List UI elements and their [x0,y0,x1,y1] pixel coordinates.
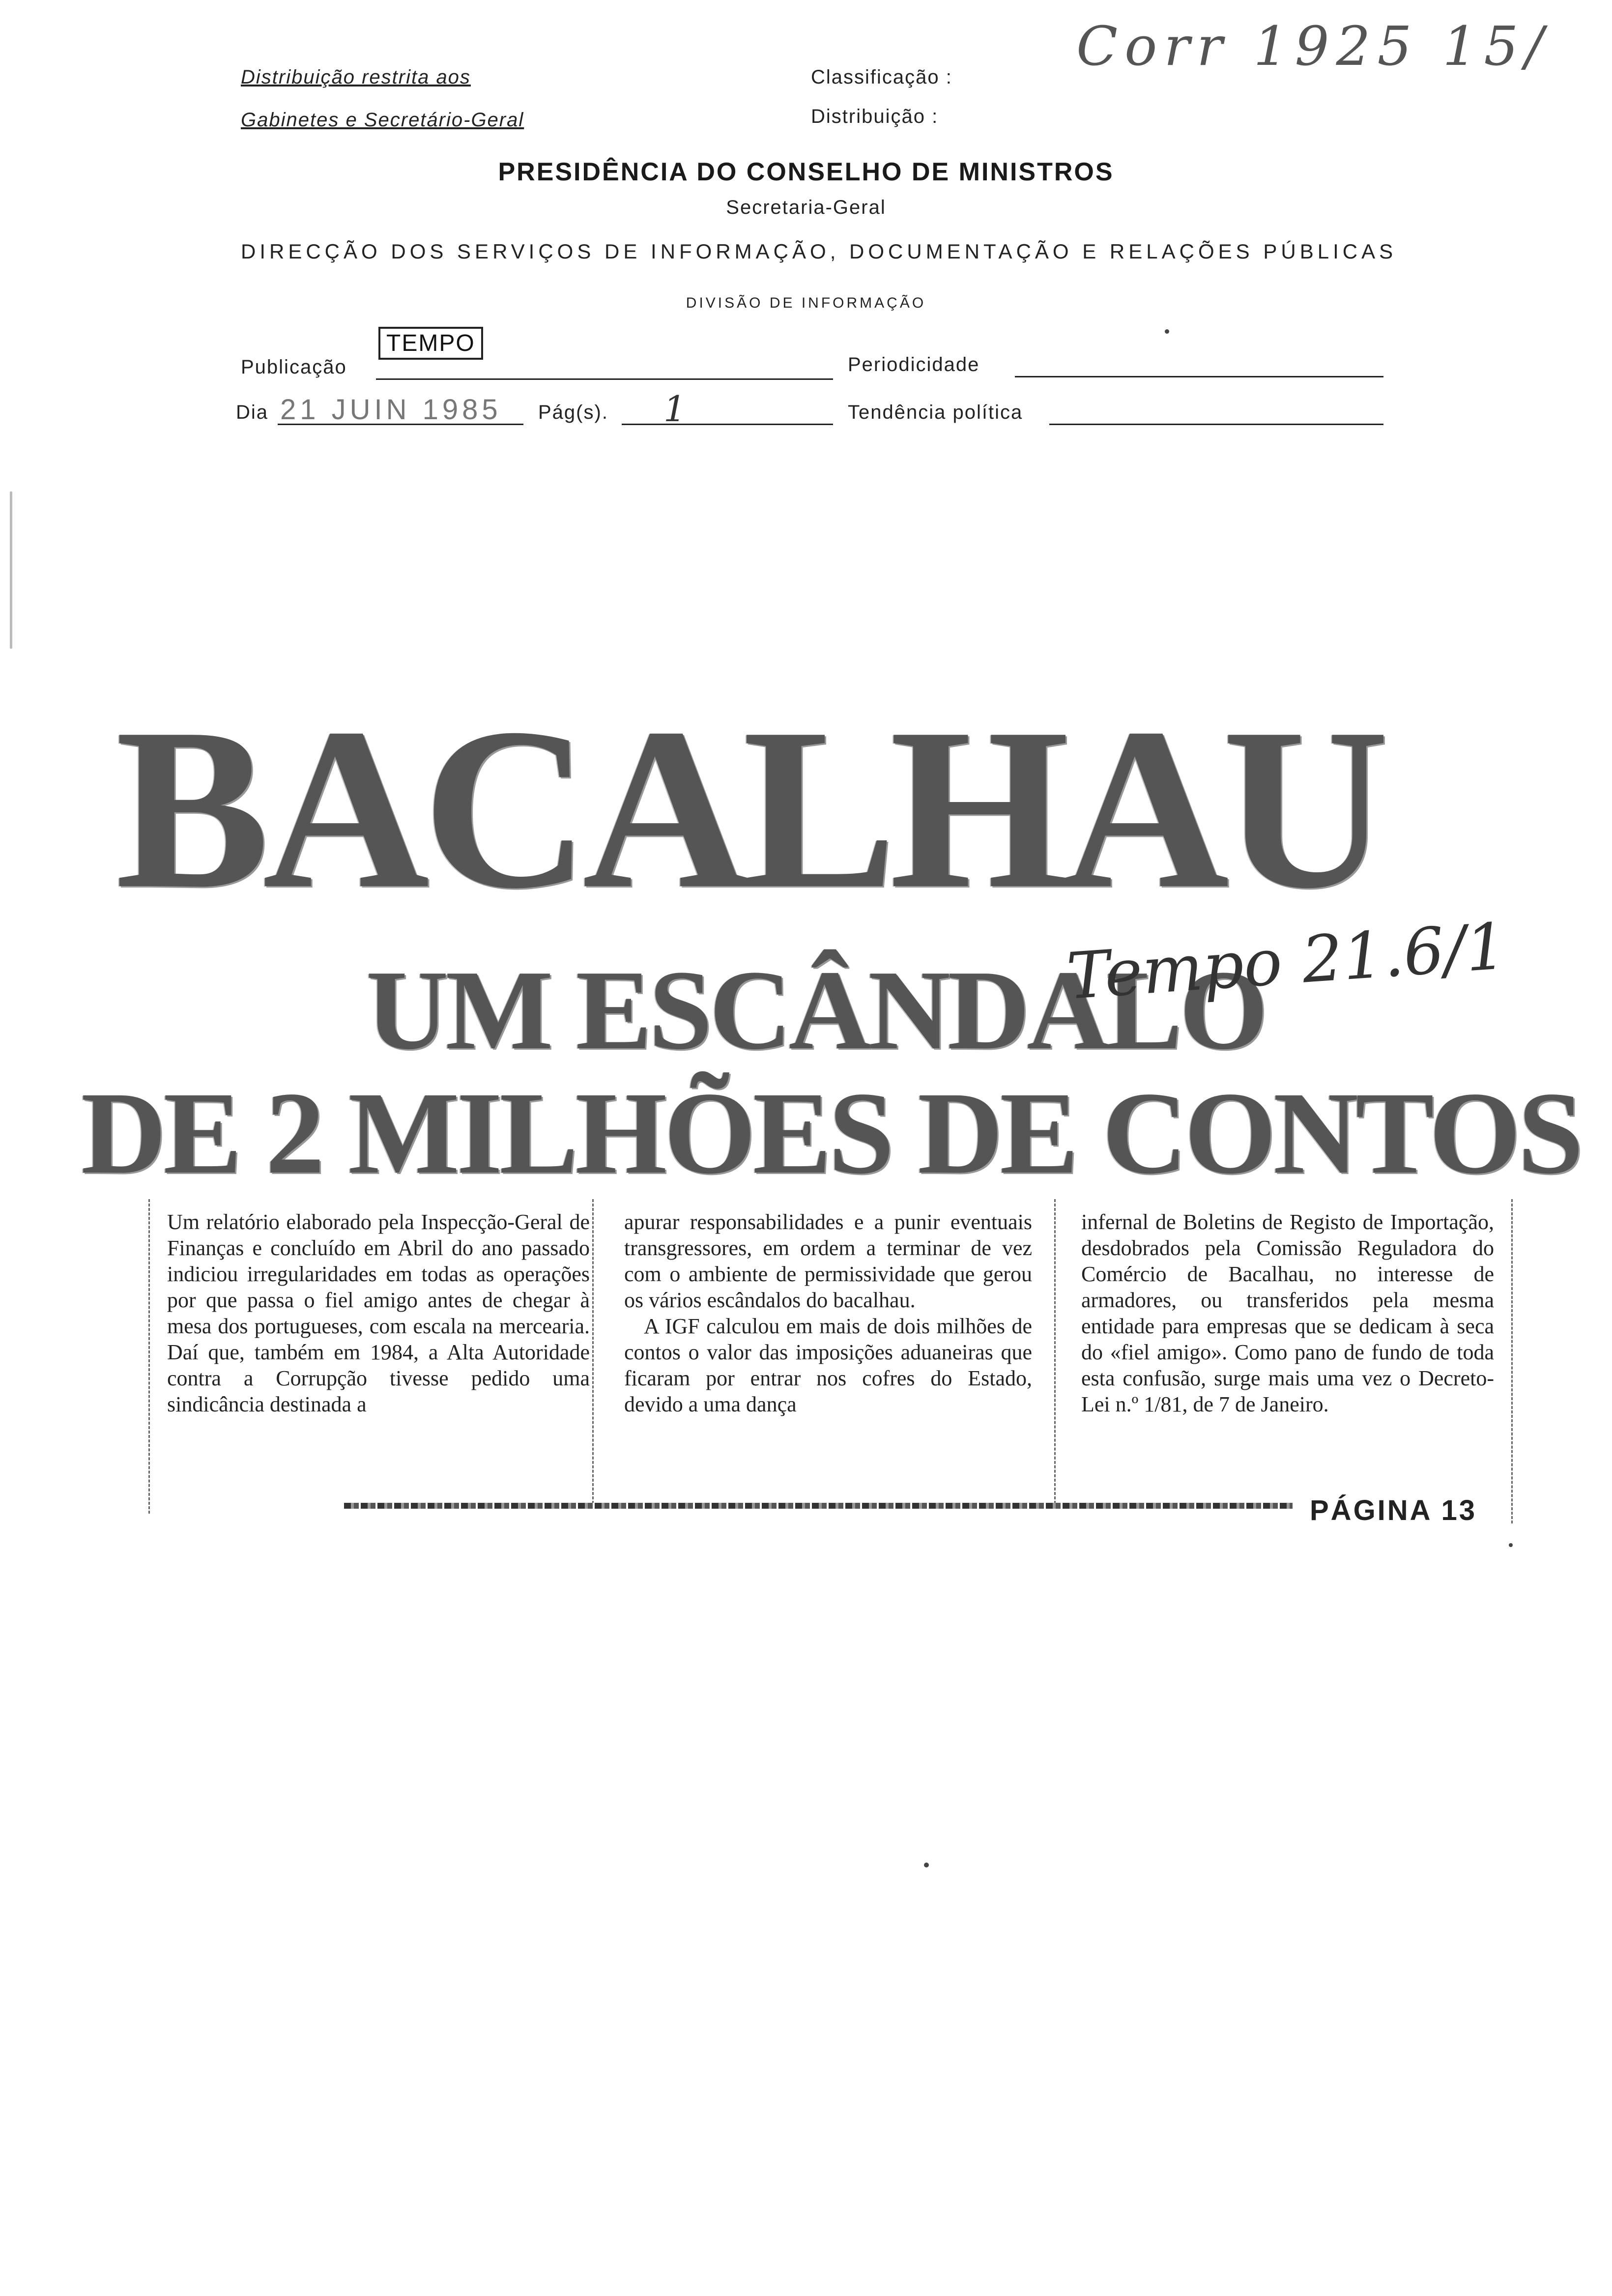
article-column-1 [167,1209,590,1417]
page-reference: PÁGINA 13 [1310,1494,1477,1526]
scan-speckle [1165,329,1169,334]
publication-stamp: TEMPO [378,327,483,360]
pages-handwritten: 1 [663,388,686,430]
headline-dois-milhoes: DE 2 MILHÕES DE CONTOS [81,1067,1581,1198]
day-label: Dia [236,402,269,423]
column-rule-left [148,1199,150,1514]
column-1-text: Um relatório elaborado pela Inspecção-Geral de Finanças e concluído em Abril do ano passado indiciou irregularidades em todas as operações por que passa o fiel amigo antes de chegar à mesa dos portugueses, com escala na mercearia. Daí que, também em 1984, a Alta Autoridade contra a Corrupção tivesse pedido uma sindicância destinada a [167,1210,590,1416]
day-underline [278,424,523,425]
periodicity-underline [1015,376,1383,377]
pages-underline [622,424,833,425]
restricted-distribution-line1: Distribuição restrita aos [241,66,471,88]
classification-label: Classificação : [811,66,952,88]
headline-bacalhau: BACALHAU [115,680,1382,936]
political-tendency-underline [1049,424,1383,425]
scan-edge-mark [10,491,12,649]
publication-label: Publicação [241,356,347,378]
pages-label: Pág(s). [538,402,608,423]
secretariat-subtitle: Secretaria-Geral [726,197,886,218]
bottom-cut-rule [344,1503,1293,1509]
directorate-line: DIRECÇÃO DOS SERVIÇOS DE INFORMAÇÃO, DOCUMENTAÇÃO E RELAÇÕES PÚBLICAS [241,240,1397,263]
scan-speckle [1509,1543,1513,1547]
presidency-title: PRESIDÊNCIA DO CONSELHO DE MINISTROS [498,158,1114,186]
column-3-text: infernal de Boletins de Registo de Importação, desdobrados pela Comissão Reguladora do Comércio de Bacalhau, no interesse de armadores, ou transferidos pela mesma entidade para empresas que se dedicam à seca do «fiel amigo». Como pano de fundo de toda esta confusão, surge mais uma vez o Decreto-Lei n.º 1/81, de 7 de Janeiro. [1081,1210,1494,1416]
headline-um-escandalo: UM ESCÂNDALO [366,947,1266,1073]
article-column-2 [624,1209,1032,1417]
publication-underline [376,378,833,380]
day-stamp: 21 JUIN 1985 [280,394,502,426]
handwritten-annotation: Tempo 21.6/1 [1064,908,1509,1014]
scan-speckle [924,1863,929,1867]
column-rule-1 [592,1199,594,1504]
column-2-paragraph-2: A IGF calculou em mais de dois milhões de contos o valor das imposições aduaneiras que ficaram por entrar nos cofres do Estado, devido a uma dança [624,1314,1032,1416]
periodicity-label: Periodicidade [848,354,980,375]
article-column-3 [1081,1209,1494,1417]
distribution-label: Distribuição : [811,106,939,127]
political-tendency-label: Tendência política [848,402,1023,423]
handwritten-corner-note: Corr 1925 15/ [1076,15,1551,78]
division-line: DIVISÃO DE INFORMAÇÃO [686,295,926,311]
restricted-distribution-line2: Gabinetes e Secretário-Geral [241,109,524,131]
column-rule-2 [1054,1199,1056,1504]
column-rule-right [1511,1199,1513,1523]
column-2-paragraph-1: apurar responsabilidades e a punir eventuais transgressores, em ordem a terminar de vez com o ambiente de permissividade que gerou os vários escândalos do bacalhau. [624,1210,1032,1312]
